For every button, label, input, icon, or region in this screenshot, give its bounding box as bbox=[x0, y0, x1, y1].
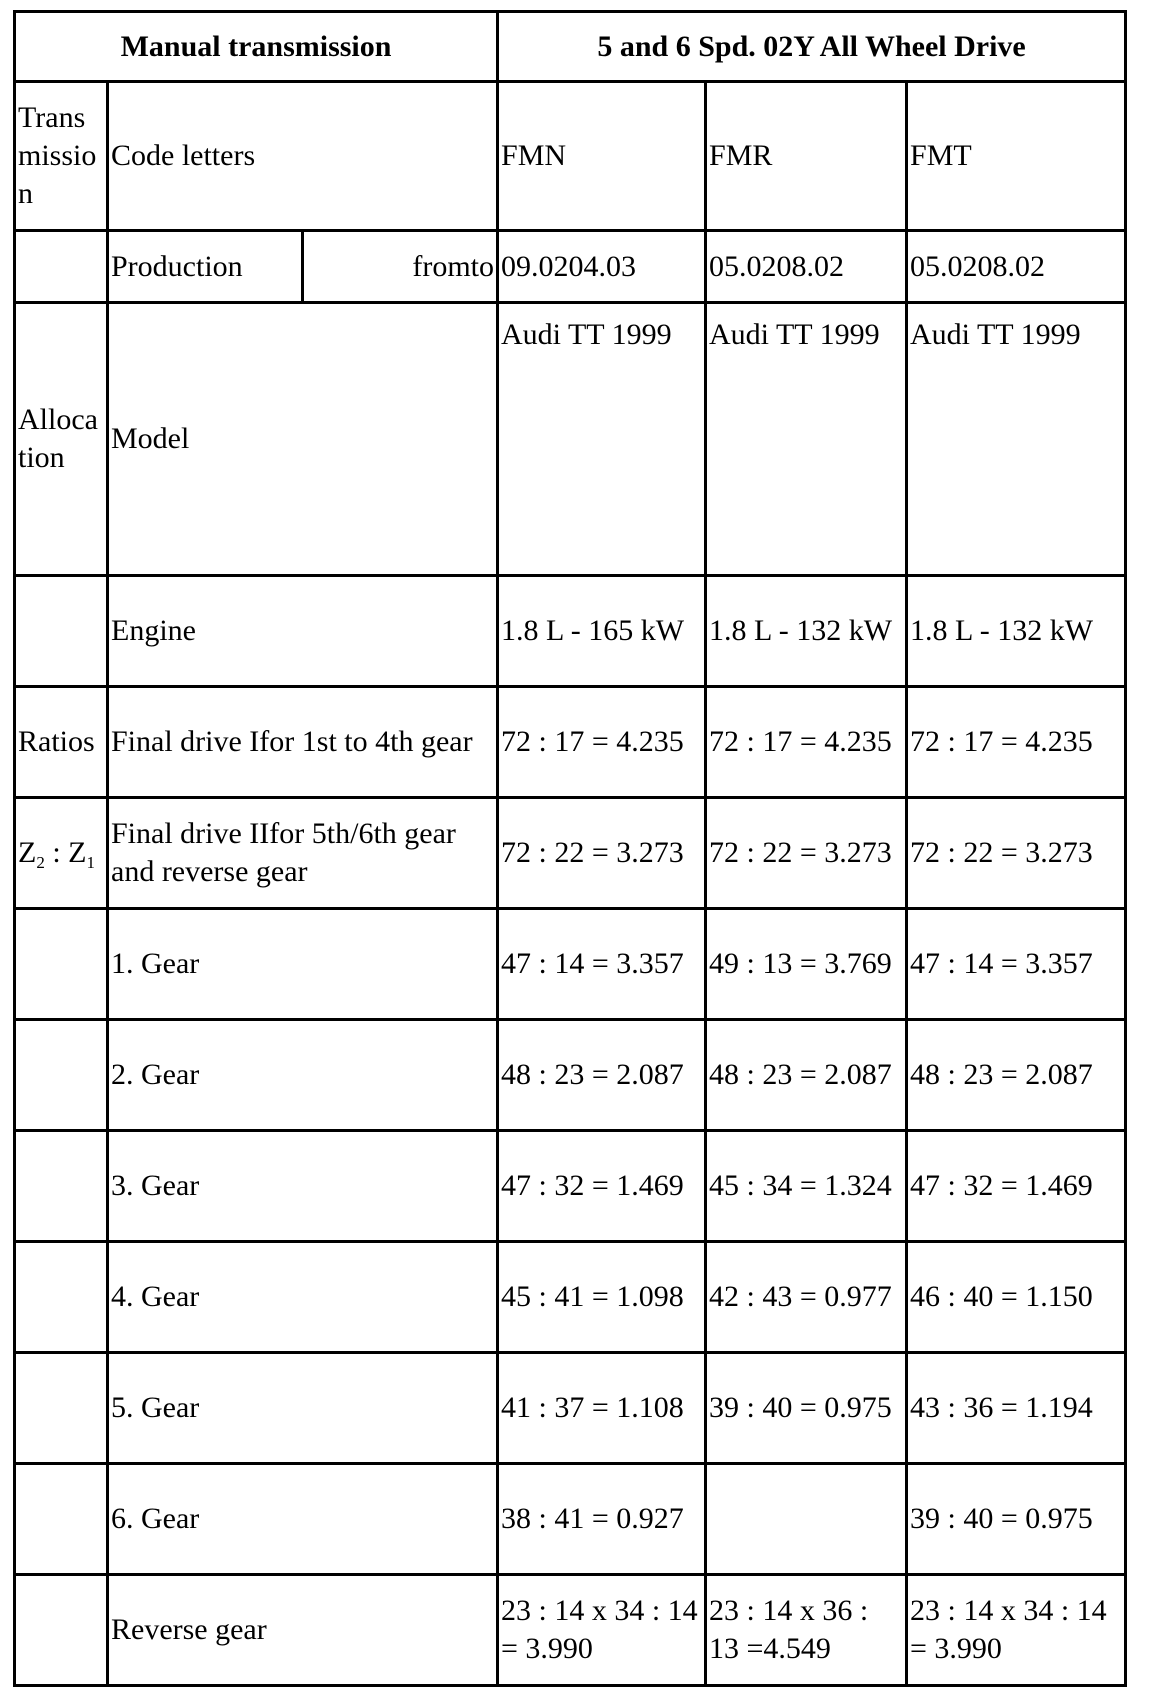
gear-ratio: 49 : 13 = 3.769 bbox=[706, 909, 907, 1020]
gear-ratio: 47 : 14 = 3.357 bbox=[498, 909, 706, 1020]
gear-ratio: 39 : 40 = 0.975 bbox=[706, 1353, 907, 1464]
gear-ratio: 47 : 32 = 1.469 bbox=[907, 1131, 1126, 1242]
final-drive-1-row bbox=[15, 687, 1126, 798]
empty-group-cell bbox=[15, 1242, 108, 1353]
ratio-value: 72 : 22 = 3.273 bbox=[498, 798, 706, 909]
z-letter: Z bbox=[68, 836, 87, 869]
ratio-value: 72 : 22 = 3.273 bbox=[706, 798, 907, 909]
z-separator: : bbox=[44, 836, 69, 869]
gear-ratio: 43 : 36 = 1.194 bbox=[907, 1353, 1126, 1464]
empty-group-cell bbox=[15, 576, 108, 687]
gear-ratio: 42 : 43 = 0.977 bbox=[706, 1242, 907, 1353]
row-label-production: Production bbox=[108, 231, 303, 303]
production-value: 05.0208.02 bbox=[907, 231, 1126, 303]
model-value: Audi TT 1999 bbox=[706, 303, 907, 576]
production-row bbox=[15, 231, 1126, 303]
gear-row-2 bbox=[15, 1020, 1126, 1131]
gear-ratio: 47 : 32 = 1.469 bbox=[498, 1131, 706, 1242]
gear-row-4 bbox=[15, 1242, 1126, 1353]
code-fmr: FMR bbox=[706, 82, 907, 231]
ratio-value: 72 : 17 = 4.235 bbox=[706, 687, 907, 798]
gear-row-3 bbox=[15, 1131, 1126, 1242]
gear-ratio: 38 : 41 = 0.927 bbox=[498, 1464, 706, 1575]
gear-label: 6. Gear bbox=[108, 1464, 498, 1575]
gear-ratio: 48 : 23 = 2.087 bbox=[706, 1020, 907, 1131]
gear-label: Reverse gear bbox=[108, 1575, 498, 1686]
engine-value: 1.8 L - 132 kW bbox=[706, 576, 907, 687]
model-value: Audi TT 1999 bbox=[498, 303, 706, 576]
gear-label: 3. Gear bbox=[108, 1131, 498, 1242]
final-drive-2-row bbox=[15, 798, 1126, 909]
model-value: Audi TT 1999 bbox=[907, 303, 1126, 576]
production-fromto-label: fromto bbox=[303, 231, 498, 303]
empty-group-cell bbox=[15, 1464, 108, 1575]
gear-ratio: 41 : 37 = 1.108 bbox=[498, 1353, 706, 1464]
transmission-spec-table bbox=[13, 10, 1127, 1687]
gear-ratio: 45 : 34 = 1.324 bbox=[706, 1131, 907, 1242]
empty-group-cell bbox=[15, 909, 108, 1020]
production-value: 09.0204.03 bbox=[498, 231, 706, 303]
empty-group-cell bbox=[15, 1353, 108, 1464]
gear-ratio: 48 : 23 = 2.087 bbox=[907, 1020, 1126, 1131]
z-subscript: 2 bbox=[36, 853, 45, 872]
gear-ratio: 23 : 14 x 36 : 13 =4.549 bbox=[706, 1575, 907, 1686]
group-label-z2-z1 bbox=[15, 798, 108, 909]
row-label-final-drive-1: Final drive Ifor 1st to 4th gear bbox=[108, 687, 498, 798]
gear-ratio: 23 : 14 x 34 : 14 = 3.990 bbox=[907, 1575, 1126, 1686]
gear-label: 4. Gear bbox=[108, 1242, 498, 1353]
gear-ratio: 39 : 40 = 0.975 bbox=[907, 1464, 1126, 1575]
engine-row bbox=[15, 576, 1126, 687]
z-letter: Z bbox=[18, 836, 37, 869]
code-fmt: FMT bbox=[907, 82, 1126, 231]
engine-value: 1.8 L - 132 kW bbox=[907, 576, 1126, 687]
empty-group-cell bbox=[15, 1575, 108, 1686]
group-label-ratios: Ratios bbox=[15, 687, 108, 798]
code-letters-row bbox=[15, 82, 1126, 231]
gear-label: 2. Gear bbox=[108, 1020, 498, 1131]
group-label-allocation: Allocation bbox=[15, 303, 108, 576]
production-value: 05.0208.02 bbox=[706, 231, 907, 303]
row-label-engine: Engine bbox=[108, 576, 498, 687]
reverse-gear-row bbox=[15, 1575, 1126, 1686]
empty-group-cell bbox=[15, 231, 108, 303]
code-fmn: FMN bbox=[498, 82, 706, 231]
header-row bbox=[15, 12, 1126, 82]
gear-ratio: 48 : 23 = 2.087 bbox=[498, 1020, 706, 1131]
z-subscript: 1 bbox=[86, 853, 95, 872]
gear-ratio bbox=[706, 1464, 907, 1575]
header-right-title: 5 and 6 Spd. 02Y All Wheel Drive bbox=[498, 12, 1126, 82]
gear-label: 5. Gear bbox=[108, 1353, 498, 1464]
gear-ratio: 46 : 40 = 1.150 bbox=[907, 1242, 1126, 1353]
gear-ratio: 23 : 14 x 34 : 14 = 3.990 bbox=[498, 1575, 706, 1686]
ratio-value: 72 : 17 = 4.235 bbox=[498, 687, 706, 798]
row-label-final-drive-2: Final drive IIfor 5th/6th gear and reverse gear bbox=[108, 798, 498, 909]
engine-value: 1.8 L - 165 kW bbox=[498, 576, 706, 687]
gear-label: 1. Gear bbox=[108, 909, 498, 1020]
gear-ratio: 45 : 41 = 1.098 bbox=[498, 1242, 706, 1353]
gear-row-5 bbox=[15, 1353, 1126, 1464]
header-left-title: Manual transmission bbox=[15, 12, 498, 82]
group-label-transmission: Transmission bbox=[15, 82, 108, 231]
empty-group-cell bbox=[15, 1131, 108, 1242]
model-row bbox=[15, 303, 1126, 576]
ratio-value: 72 : 22 = 3.273 bbox=[907, 798, 1126, 909]
gear-ratio: 47 : 14 = 3.357 bbox=[907, 909, 1126, 1020]
gear-row-6 bbox=[15, 1464, 1126, 1575]
gear-row-1 bbox=[15, 909, 1126, 1020]
row-label-model: Model bbox=[108, 303, 498, 576]
ratio-value: 72 : 17 = 4.235 bbox=[907, 687, 1126, 798]
empty-group-cell bbox=[15, 1020, 108, 1131]
row-label-code-letters: Code letters bbox=[108, 82, 498, 231]
